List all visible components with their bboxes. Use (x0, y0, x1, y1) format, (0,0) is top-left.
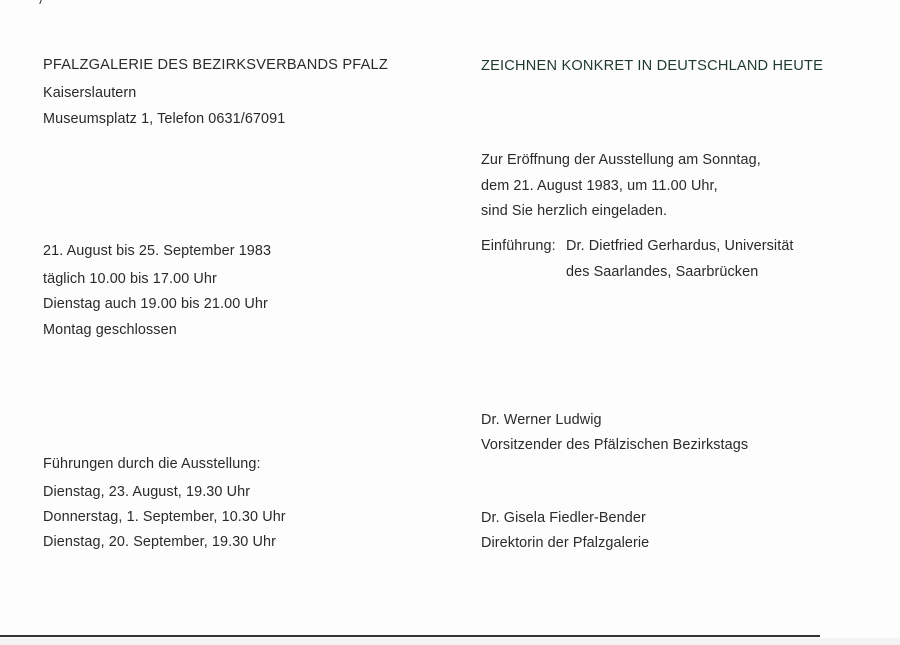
address-phone: Museumsplatz 1, Telefon 0631/67091 (43, 111, 286, 127)
signatory-role: Direktorin der Pfalzgalerie (481, 535, 650, 551)
invitation-line: dem 21. August 1983, um 11.00 Uhr, (481, 178, 718, 194)
tours-heading: Führungen durch die Ausstellung: (43, 456, 261, 472)
paper-bottom-edge (0, 635, 820, 637)
signatory-name: Dr. Werner Ludwig (481, 412, 602, 428)
fold-mark (39, 0, 47, 4)
tour-date: Donnerstag, 1. September, 10.30 Uhr (43, 509, 286, 525)
introduction-label: Einführung: (481, 238, 556, 254)
invitation-line: sind Sie herzlich eingeladen. (481, 203, 668, 219)
institution-name: PFALZGALERIE DES BEZIRKSVERBANDS PFALZ (43, 57, 388, 73)
tuesday-hours: Dienstag auch 19.00 bis 21.00 Uhr (43, 296, 268, 312)
exhibition-title: ZEICHNEN KONKRET IN DEUTSCHLAND HEUTE (481, 58, 824, 74)
invitation-line: Zur Eröffnung der Ausstellung am Sonntag, (481, 152, 761, 168)
signatory-role: Vorsitzender des Pfälzischen Bezirkstags (481, 437, 749, 453)
signatory-name: Dr. Gisela Fiedler-Bender (481, 510, 646, 526)
introduction-speaker: Dr. Dietfried Gerhardus, Universität (566, 238, 794, 254)
tour-date: Dienstag, 20. September, 19.30 Uhr (43, 534, 276, 550)
city: Kaiserslautern (43, 85, 137, 101)
tour-date: Dienstag, 23. August, 19.30 Uhr (43, 484, 251, 500)
monday-closed: Montag geschlossen (43, 322, 177, 338)
introduction-affiliation: des Saarlandes, Saarbrücken (566, 264, 759, 280)
paper-edge-shadow (0, 638, 900, 645)
daily-hours: täglich 10.00 bis 17.00 Uhr (43, 271, 217, 287)
exhibition-dates: 21. August bis 25. September 1983 (43, 243, 272, 259)
